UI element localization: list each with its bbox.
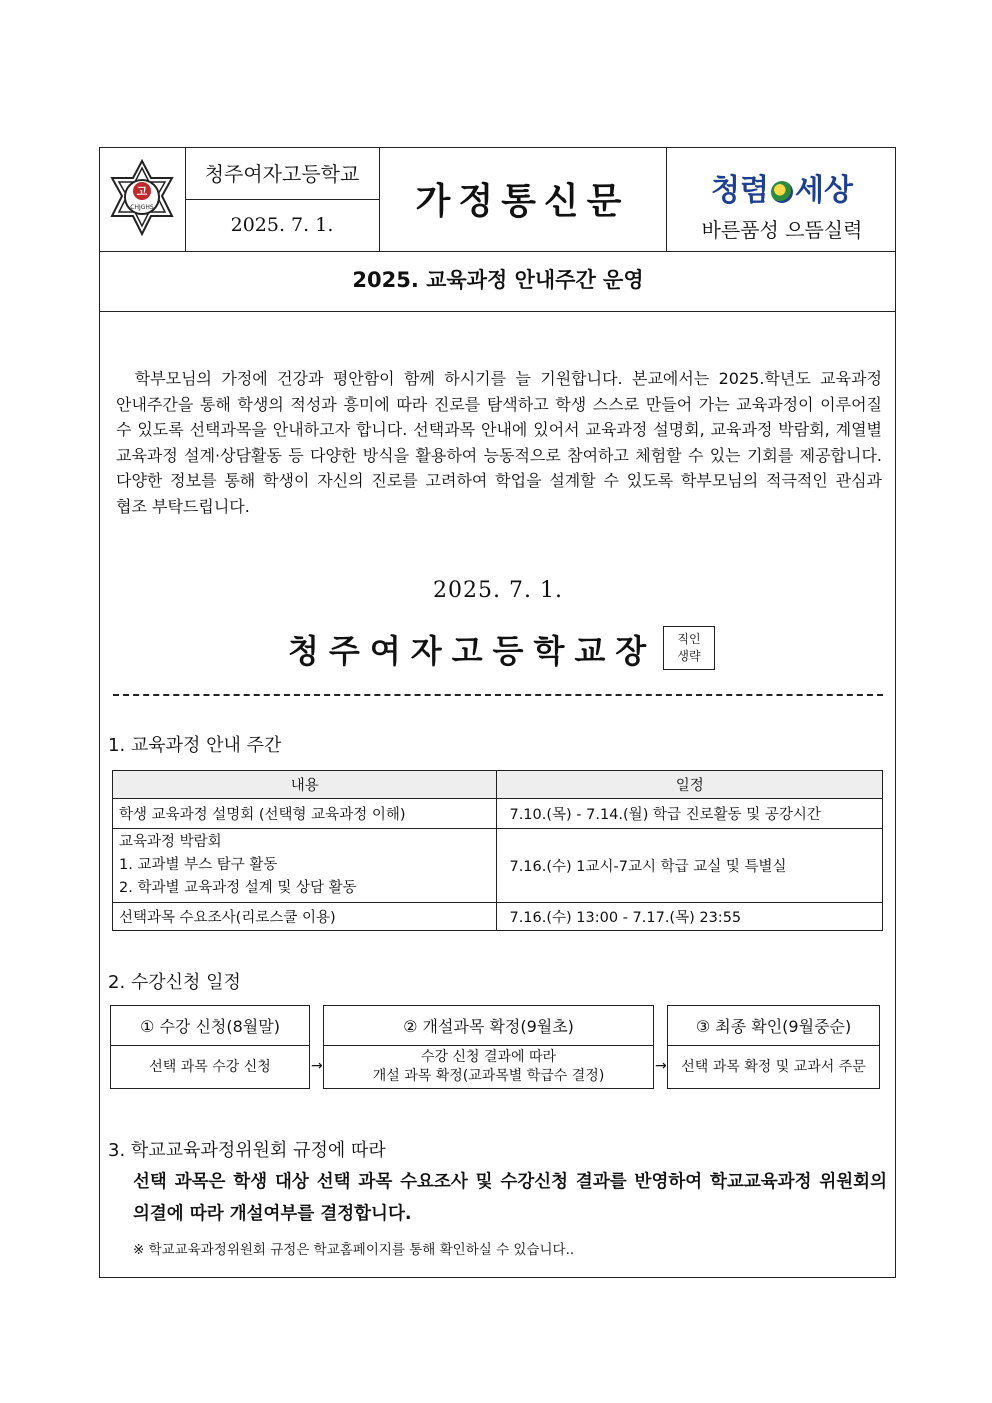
sign-date: 2025. 7. 1. bbox=[433, 578, 563, 603]
subject-bottom-rule bbox=[99, 311, 896, 312]
row2-content-line3: 2. 학과별 교육과정 설계 및 상담 활동 bbox=[119, 880, 357, 896]
slogan-text: 바른품성 으뜸실력 bbox=[701, 218, 863, 242]
column-header-schedule: 일정 bbox=[497, 771, 883, 799]
row2-content-line2: 1. 교과별 부스 탐구 활동 bbox=[119, 857, 278, 873]
issue-date: 2025. 7. 1. bbox=[230, 214, 334, 236]
principal-name: 청주여자고등학교장 bbox=[288, 632, 657, 670]
page-frame bbox=[99, 147, 896, 1278]
document-title: 가정통신문 bbox=[415, 180, 630, 222]
table-row bbox=[113, 829, 883, 903]
step-box-3 bbox=[667, 1005, 880, 1089]
header-bottom-rule bbox=[99, 251, 896, 252]
section3-heading: 3. 학교교육과정위원회 규정에 따라 bbox=[108, 1140, 386, 1161]
column-header-content: 내용 bbox=[113, 771, 497, 799]
seal-line-1: 직인 bbox=[677, 632, 701, 646]
dashed-divider bbox=[113, 694, 883, 696]
step3-desc: 선택 과목 확정 및 교과서 주문 bbox=[681, 1058, 866, 1075]
intro-text: 학부모님의 가정에 건강과 평안함이 함께 하시기를 늘 기원합니다. 본교에서는 2025.학년도 교육과정 안내주간을 통해 학생의 적성과 흥미에 따라 진로를 탐색하고 학생 스스로 만들어 가는 교육과정이 이루어질 수 있도록 선택과목을 안내하고자 합니다. 선택과목 안내에 있어서 교육과정 설명회, 교육과정 박람회, 계열별 교육과정 설계·상담활동 등 다양한 방식을 활용하여 능동적으로 참여하고 체험할 수 있는 기회를 제공합니다. 다양한 정보를 통해 학생이 자신의 진로를 고려하여 학업을 설계할 수 있도록 학부모님의 적극적인 관심과 협조 부탁드립니다. bbox=[116, 369, 882, 516]
intro-paragraph bbox=[116, 366, 882, 519]
step-box-1 bbox=[110, 1005, 310, 1089]
section2-heading: 2. 수강신청 일정 bbox=[108, 972, 241, 993]
section3-note: ※ 학교교육과정위원회 규정은 학교홈페이지를 통해 확인하실 수 있습니다.. bbox=[133, 1242, 575, 1258]
section1-heading: 1. 교육과정 안내 주간 bbox=[108, 735, 282, 756]
header-divider-h bbox=[185, 199, 379, 200]
step2-desc-line1: 수강 신청 결과에 따라 bbox=[420, 1049, 557, 1065]
step2-desc-line2: 개설 과목 확정(교과목별 학급수 결정) bbox=[372, 1068, 605, 1084]
subject-title: 2025. 교육과정 안내주간 운영 bbox=[352, 268, 644, 292]
row3-schedule: 7.16.(수) 13:00 - 7.17.(목) 23:55 bbox=[497, 903, 883, 931]
slogan-logo bbox=[668, 165, 896, 209]
table-header-row bbox=[113, 771, 883, 799]
emblem-sub: CHJGHS bbox=[130, 204, 154, 211]
row3-content: 선택과목 수요조사(리로스쿨 이용) bbox=[113, 903, 497, 931]
step1-desc: 선택 과목 수강 신청 bbox=[149, 1058, 271, 1075]
header-divider-3 bbox=[666, 147, 667, 251]
row1-content: 학생 교육과정 설명회 (선택형 교육과정 이해) bbox=[113, 799, 497, 829]
slogan-logo-right: 세상 bbox=[795, 173, 853, 208]
arrow-icon: → bbox=[655, 1058, 667, 1074]
seal-box bbox=[663, 626, 715, 670]
step-box-2 bbox=[323, 1005, 654, 1089]
globe-icon bbox=[771, 181, 793, 203]
row2-content bbox=[113, 829, 497, 903]
arrow-icon: → bbox=[311, 1058, 323, 1074]
schedule-table bbox=[112, 770, 883, 931]
school-emblem bbox=[104, 158, 180, 240]
step1-title: ① 수강 신청(8월말) bbox=[111, 1006, 309, 1046]
row1-schedule: 7.10.(목) - 7.14.(월) 학급 진로활동 및 공강시간 bbox=[497, 799, 883, 829]
step3-title: ③ 최종 확인(9월중순) bbox=[668, 1006, 879, 1046]
step2-title: ② 개설과목 확정(9월초) bbox=[324, 1006, 653, 1046]
emblem-letter: 고 bbox=[136, 185, 148, 198]
table-row bbox=[113, 903, 883, 931]
school-name: 청주여자고등학교 bbox=[204, 162, 360, 186]
step2-desc bbox=[324, 1046, 653, 1088]
table-row bbox=[113, 799, 883, 829]
section3-body: 선택 과목은 학생 대상 선택 과목 수요조사 및 수강신청 결과를 반영하여 학교교육과정 위원회의 의결에 따라 개설여부를 결정합니다. bbox=[133, 1172, 887, 1224]
row2-content-line1: 교육과정 박람회 bbox=[119, 834, 222, 850]
slogan-logo-left: 청렴 bbox=[711, 173, 769, 208]
row2-schedule: 7.16.(수) 1교시-7교시 학급 교실 및 특별실 bbox=[497, 829, 883, 903]
seal-line-2: 생략 bbox=[677, 649, 701, 663]
